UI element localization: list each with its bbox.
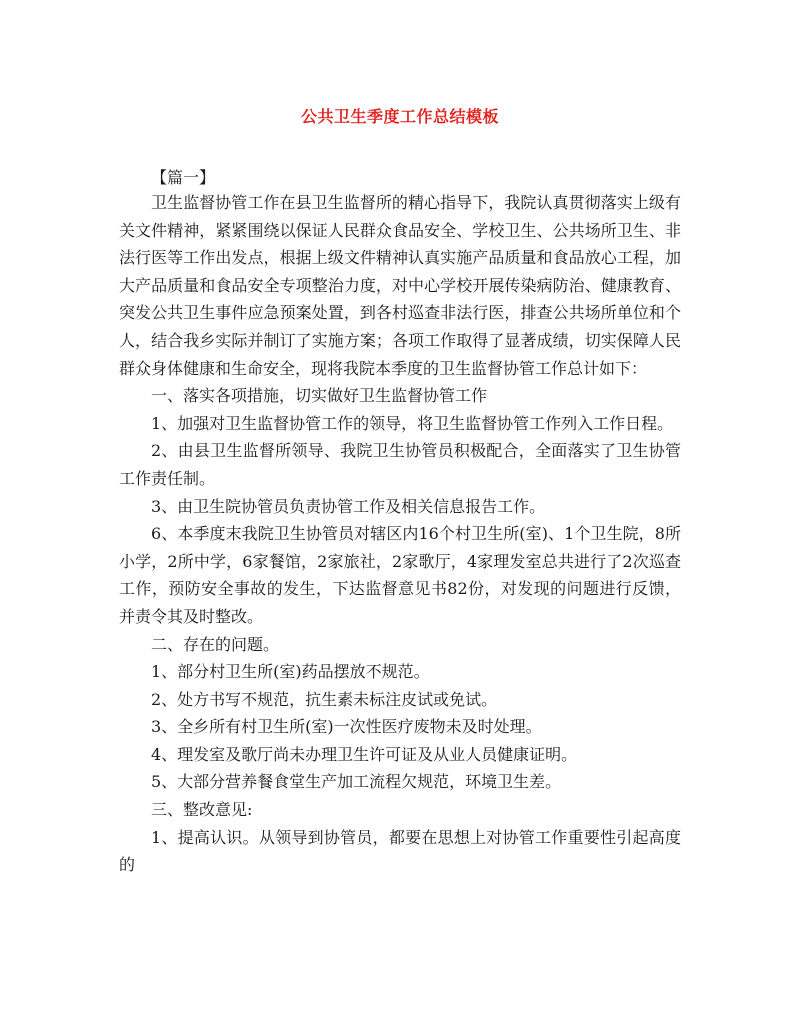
body-paragraph: 三、整改意见: (151, 800, 253, 820)
body-paragraph: 3、全乡所有村卫生所(室)一次性医疗废物未及时处理。 (151, 717, 542, 737)
document-title: 公共卫生季度工作总结模板 (300, 107, 499, 126)
body-paragraph: 6、本季度末我院卫生协管员对辖区内16个村卫生所(室)、1个卫生院，8所小学，2所中学，6家餐馆，2家旅社，2家歌厅，4家理发室总共进行了2次巡查工作，预防安全事故的发生，下达监督意见书82份，对发现的问题进行反馈，并责令其及时整改。 (119, 524, 681, 626)
body-paragraph: 1、加强对卫生监督协管工作的领导，将卫生监督协管工作列入工作日程。 (151, 413, 674, 433)
body-paragraph: 二、存在的问题。 (151, 634, 280, 654)
body-paragraph: 一、落实各项措施，切实做好卫生监督协管工作 (151, 386, 488, 406)
body-paragraph: 5、大部分营养餐食堂生产加工流程欠规范，环境卫生差。 (151, 772, 562, 792)
body-paragraph: 卫生监督协管工作在县卫生监督所的精心指导下，我院认真贯彻落实上级有关文件精神，紧紧围绕以保证人民群众食品安全、学校卫生、公共场所卫生、非法行医等工作出发点，根据上级文件精神认真实施产品质量和食品放心工程，加大产品质量和食品安全专项整治力度，对中心学校开展传染病防治、健康教育、突发公共卫生事件应急预案处置，到各村巡查非法行医，排查公共场所单位和个人，结合我乡实际并制订了实施方案；各项工作取得了显著成绩，切实保障人民群众身体健康和生命安全，现将我院本季度的卫生监督协管工作总计如下： (119, 193, 681, 378)
body-paragraph: 2、处方书写不规范，抗生素未标注皮试或免试。 (151, 689, 498, 709)
body-paragraph: 2、由县卫生监督所领导、我院卫生协管员积极配合，全面落实了卫生协管工作责任制。 (119, 441, 681, 488)
body-paragraph: 1、提高认识。从领导到协管员，都要在思想上对协管工作重要性引起高度的 (119, 827, 681, 875)
document-body (119, 189, 681, 879)
body-paragraph: 3、由卫生院协管员负责协管工作及相关信息报告工作。 (151, 496, 546, 516)
body-paragraph: 1、部分村卫生所(室)药品摆放不规范。 (151, 662, 430, 682)
section-label: 【篇一】 (151, 168, 216, 187)
body-paragraph: 4、理发室及歌厅尚未办理卫生许可证及从业人员健康证明。 (151, 744, 578, 764)
